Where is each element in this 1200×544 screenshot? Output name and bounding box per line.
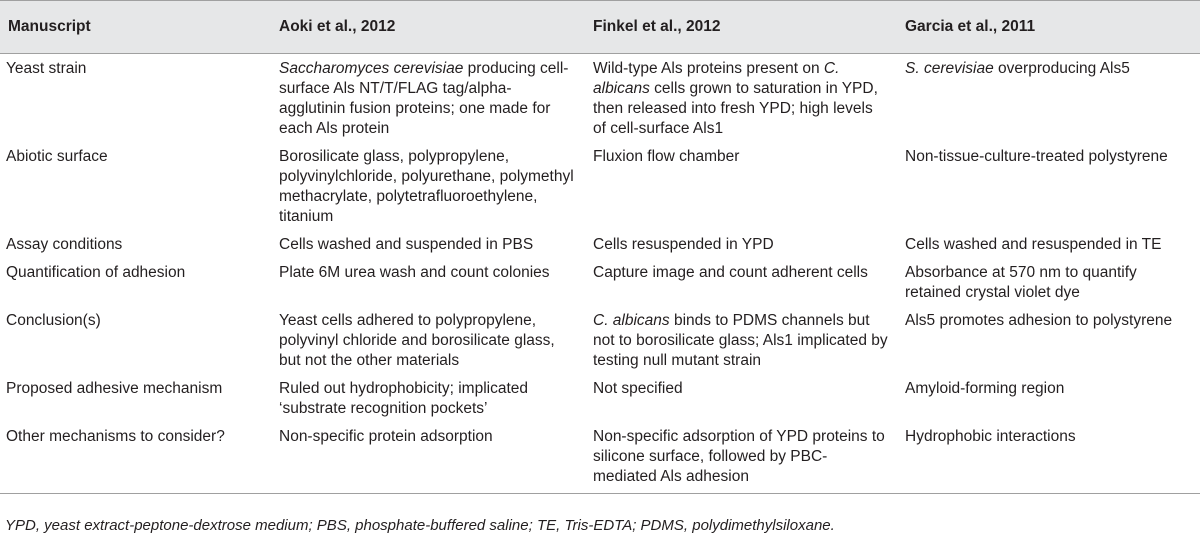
cell-text: Non-specific adsorption of YPD proteins to silicone surface, followed by PBC-mediated Als adhesion bbox=[593, 428, 885, 485]
cell-text: Capture image and count adherent cells bbox=[593, 264, 868, 281]
table-cell bbox=[585, 306, 897, 374]
cell-text: Cells washed and suspended in PBS bbox=[279, 236, 534, 253]
row-label: Assay conditions bbox=[6, 236, 123, 253]
cell-text: Wild-type Als proteins present on bbox=[593, 60, 824, 77]
table-cell bbox=[271, 54, 585, 143]
table-cell bbox=[271, 422, 585, 494]
table-cell bbox=[897, 230, 1200, 258]
cell-text: producing cell-surface Als NT/T/FLAG tag/alpha-agglutinin fusion proteins; one made for each Als protein bbox=[279, 60, 569, 137]
header-cell-aoki: Aoki et al., 2012 bbox=[271, 1, 585, 54]
cell-text: Borosilicate glass, polypropylene, polyvinylchloride, polyurethane, polymethyl methacrylate, polytetrafluoroethylene, titanium bbox=[279, 148, 574, 225]
table-cell bbox=[585, 374, 897, 422]
table-cell bbox=[897, 306, 1200, 374]
species-name-italic: C. albicans bbox=[593, 312, 670, 329]
table-cell bbox=[897, 54, 1200, 143]
table-cell bbox=[271, 230, 585, 258]
cell-text: Als5 promotes adhesion to polystyrene bbox=[905, 312, 1173, 329]
cell-text: Plate 6M urea wash and count colonies bbox=[279, 264, 550, 281]
table-cell bbox=[271, 306, 585, 374]
species-name-italic: S. cerevisiae bbox=[905, 60, 994, 77]
cell-text: Non-tissue-culture-treated polystyrene bbox=[905, 148, 1168, 165]
row-label: Quantification of adhesion bbox=[6, 264, 186, 281]
cell-text: Cells washed and resuspended in TE bbox=[905, 236, 1162, 253]
cell-text: Not specified bbox=[593, 380, 683, 397]
table-row bbox=[0, 306, 1200, 374]
row-label: Abiotic surface bbox=[6, 148, 108, 165]
table-row bbox=[0, 230, 1200, 258]
cell-text: Cells resuspended in YPD bbox=[593, 236, 774, 253]
table-cell bbox=[897, 422, 1200, 494]
header-cell-manuscript: Manuscript bbox=[0, 1, 271, 54]
species-name-italic: C. albicans bbox=[593, 60, 840, 97]
table-cell bbox=[585, 422, 897, 494]
table-cell bbox=[271, 142, 585, 230]
table-cell bbox=[897, 374, 1200, 422]
row-label: Conclusion(s) bbox=[6, 312, 101, 329]
table-cell bbox=[585, 230, 897, 258]
table-footnote: YPD, yeast extract-peptone-dextrose medium; PBS, phosphate-buffered saline; TE, Tris-EDTA; PDMS, polydimethylsiloxane. bbox=[5, 517, 835, 534]
table-cell bbox=[271, 374, 585, 422]
cell-text: Fluxion flow chamber bbox=[593, 148, 740, 165]
row-label: Proposed adhesive mechanism bbox=[6, 380, 223, 397]
cell-text: overproducing Als5 bbox=[993, 60, 1130, 77]
table-row bbox=[0, 374, 1200, 422]
cell-text: Hydrophobic interactions bbox=[905, 428, 1076, 445]
table-header bbox=[0, 1, 1200, 54]
table-cell bbox=[585, 142, 897, 230]
header-row bbox=[0, 1, 1200, 54]
row-label: Other mechanisms to consider? bbox=[0, 422, 271, 494]
table-cell bbox=[585, 54, 897, 143]
table-cell bbox=[585, 258, 897, 306]
cell-text: binds to PDMS channels but not to borosilicate glass; Als1 implicated by testing null mutant strain bbox=[593, 312, 888, 369]
table-cell bbox=[897, 258, 1200, 306]
table-body bbox=[0, 54, 1200, 494]
header-cell-garcia: Garcia et al., 2011 bbox=[897, 1, 1200, 54]
header-cell-finkel: Finkel et al., 2012 bbox=[585, 1, 897, 54]
cell-text: cells grown to saturation in YPD, then released into fresh YPD; high levels of cell-surface Als1 bbox=[593, 80, 878, 137]
cell-text: Absorbance at 570 nm to quantify retained crystal violet dye bbox=[905, 264, 1137, 301]
species-name-italic: Saccharomyces cerevisiae bbox=[279, 60, 464, 77]
row-label: Yeast strain bbox=[6, 60, 87, 77]
table-cell bbox=[897, 142, 1200, 230]
table-row bbox=[0, 54, 1200, 143]
table-row bbox=[0, 258, 1200, 306]
cell-text: Non-specific protein adsorption bbox=[279, 428, 493, 445]
cell-text: Yeast cells adhered to polypropylene, polyvinyl chloride and borosilicate glass, but not the other materials bbox=[279, 312, 555, 369]
table-row bbox=[0, 142, 1200, 230]
table-cell bbox=[271, 258, 585, 306]
cell-text: Amyloid-forming region bbox=[905, 380, 1065, 397]
table-row bbox=[0, 422, 1200, 494]
cell-text: Ruled out hydrophobicity; implicated ‘substrate recognition pockets’ bbox=[279, 380, 528, 417]
